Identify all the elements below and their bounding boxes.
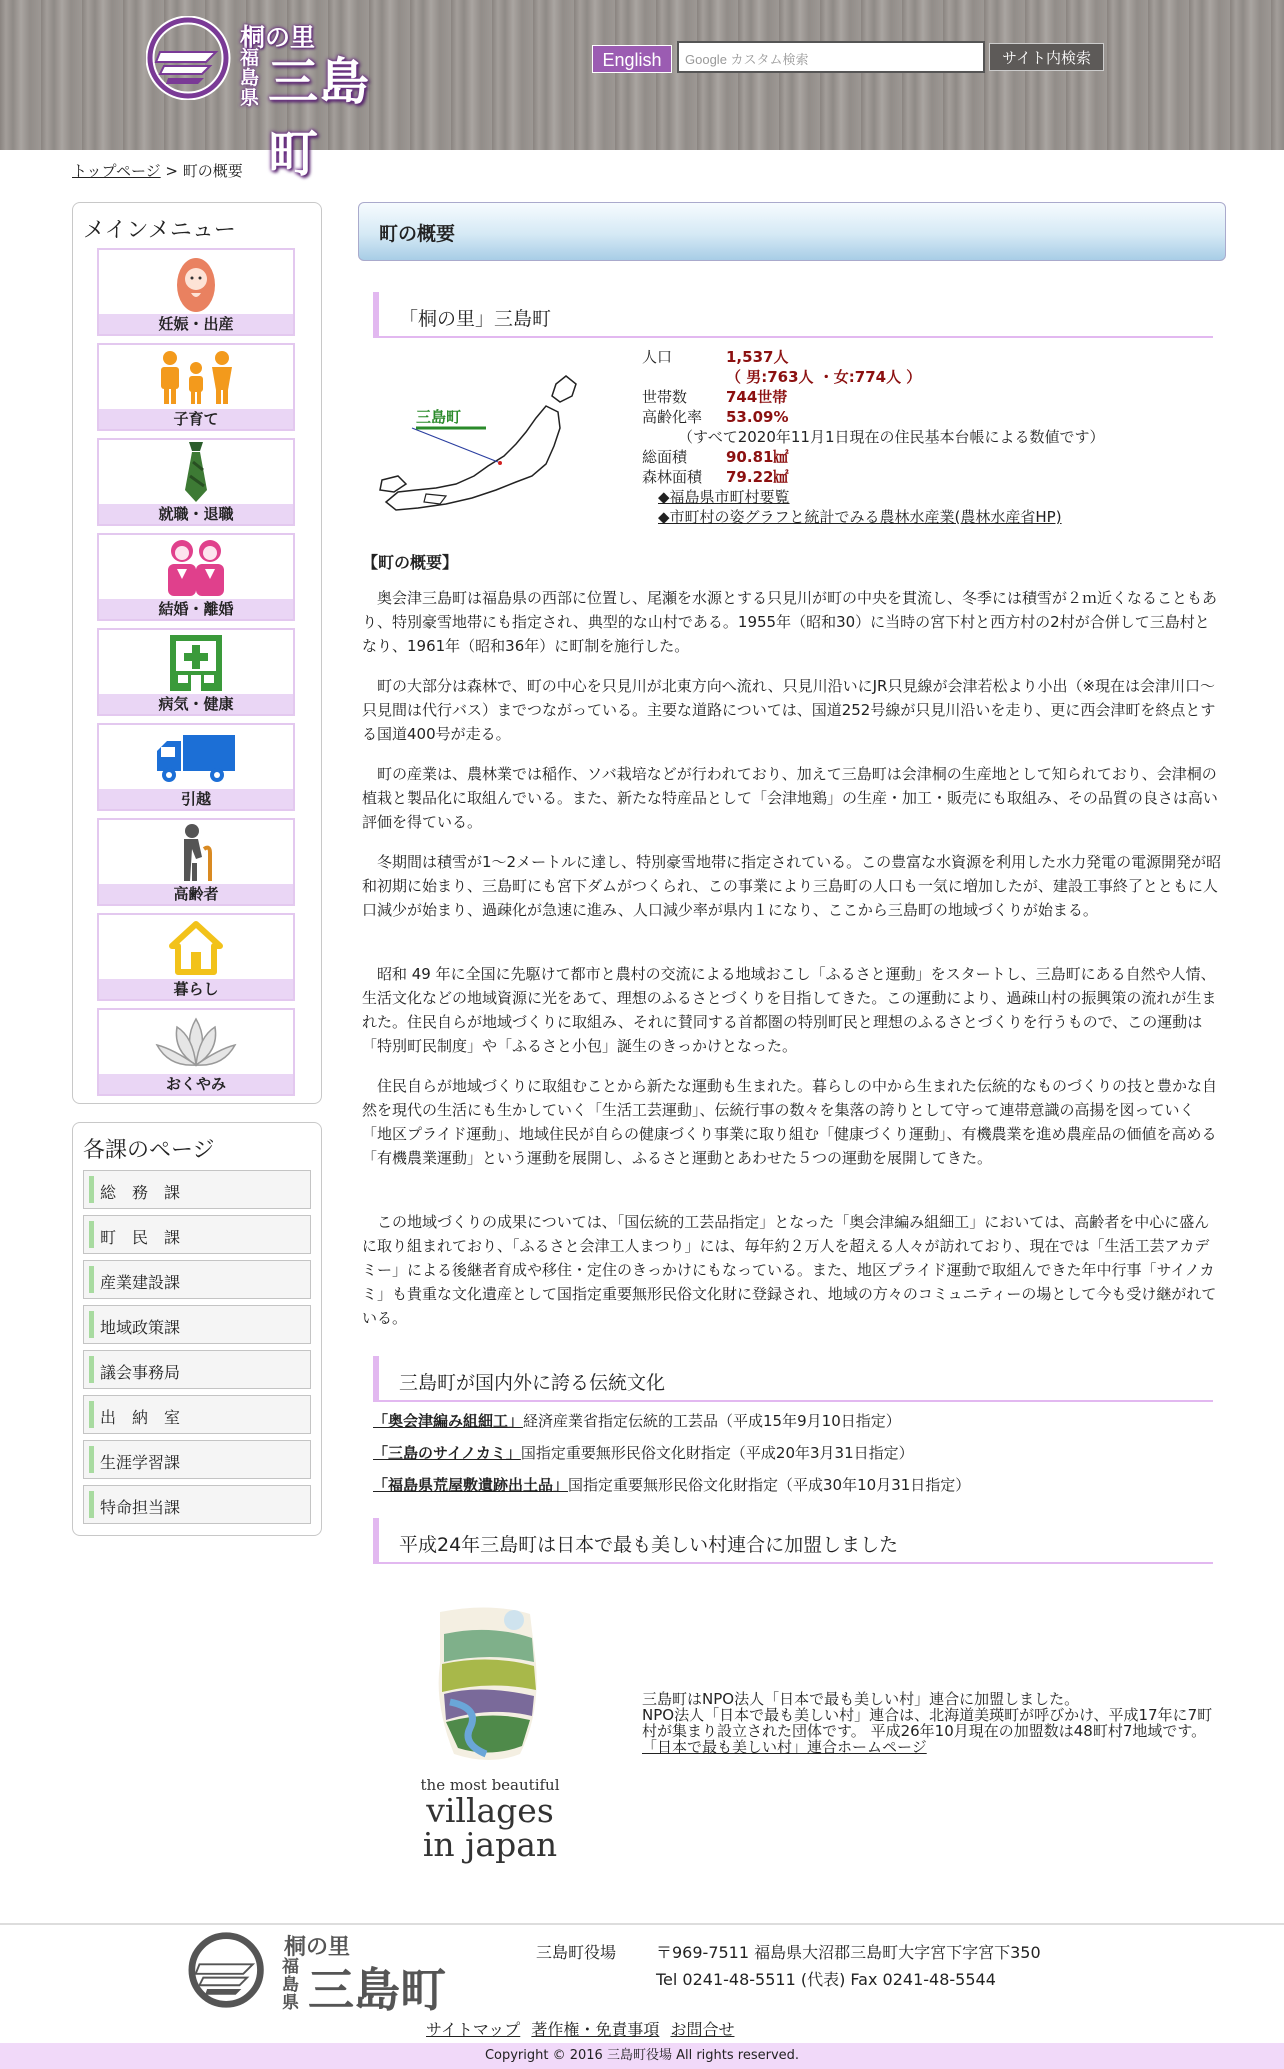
- section-title: 平成24年三島町は日本で最も美しい村連合に加盟しました: [399, 1534, 899, 1556]
- footer-logo-town-name: 三島町: [308, 1963, 446, 2017]
- tradition-desc: 国指定重要無形民俗文化財指定（平成20年3月31日指定）: [520, 1444, 914, 1462]
- japan-map-image: [376, 372, 582, 514]
- villages-description: [642, 1691, 1222, 1755]
- menu-label: 就職・退職: [99, 504, 293, 524]
- population-label: 人口: [642, 348, 673, 366]
- tradition-link[interactable]: 「奥会津編み組細工」: [373, 1412, 524, 1430]
- section-title: 三島町が国内外に誇る伝統文化: [399, 1372, 666, 1394]
- dept-link[interactable]: [83, 1170, 311, 1209]
- map-town-label: 三島町: [416, 408, 462, 426]
- sitemap-link[interactable]: サイトマップ: [426, 2020, 521, 2039]
- menu-item-marriage[interactable]: [97, 533, 295, 621]
- footer-links: [426, 2017, 740, 2040]
- page-title: 町の概要: [379, 223, 456, 245]
- menu-label: 結婚・離婚: [99, 599, 293, 619]
- family-icon: [99, 345, 293, 411]
- menu-label: 引越: [99, 789, 293, 809]
- population-breakdown: （ 男:763人 ・女:774人 ）: [726, 368, 922, 386]
- dept-label: 地域政策課: [100, 1318, 181, 1337]
- main-menu-title: メインメニュー: [83, 218, 236, 243]
- dept-link[interactable]: [83, 1440, 311, 1479]
- dept-label: 出 納 室: [100, 1408, 181, 1427]
- copyright-bar: [0, 2043, 1284, 2069]
- copyright-text: Copyright © 2016 三島町役場 All rights reserved.: [484, 2048, 800, 2063]
- area-label: 総面積: [642, 448, 688, 466]
- dept-label: 議会事務局: [100, 1363, 181, 1382]
- villages-illustration-icon: [410, 1604, 570, 1766]
- footer-divider: [0, 1923, 1284, 1925]
- footer-logo[interactable]: [186, 1930, 456, 2017]
- section-heading-town: [373, 292, 1213, 338]
- statistics-note: （すべて2020年11月1日現在の住民基本台帳による数値です）: [678, 428, 1105, 446]
- aging-value: 53.09%: [726, 408, 789, 426]
- dept-label: 総 務 課: [100, 1183, 181, 1202]
- tradition-item: [373, 1410, 901, 1431]
- overview-paragraph: 町の大部分は森林で、町の中心を只見川が北東方向へ流れ、只見川沿いにJR只見線が会津若松より小出（※現在は会津川口～只見間は代行バス）までつながっている。主要な道路については、国道252号線が只見川沿いを走り、更に西会津町を終点とする国道400号が走る。: [362, 677, 1216, 743]
- aging-label: 高齢化率: [642, 408, 703, 426]
- dept-link[interactable]: [83, 1395, 311, 1434]
- overview-heading: 【町の概要】: [362, 553, 459, 572]
- forest-label: 森林面積: [642, 468, 703, 486]
- menu-item-pregnancy[interactable]: [97, 248, 295, 336]
- necktie-icon: [99, 440, 293, 506]
- logo-prefecture: 福島県: [240, 47, 260, 109]
- couple-icon: [99, 535, 293, 601]
- menu-item-living[interactable]: [97, 913, 295, 1001]
- overview-paragraph: 昭和 49 年に全国に先駆けて都市と農村の交流による地域おこし「ふるさと運動」をスタートし、三島町にある自然や人情、生活文化などの地域資源に光をあて、理想のふるさとづくりを目指してきた。この運動により、過疎山村の振興策の流れが生まれた。住民自らが地域づくりに取組み、それに賛同する首都圏の特別町民と理想のふるさとづくりを行うもので、この運動は「特別町民制度」や「ふるさと小包」誕生のきっかけとなった。: [362, 965, 1217, 1055]
- department-list-title: 各課のページ: [83, 1138, 215, 1163]
- prefecture-directory-link[interactable]: ◆福島県市町村要覧: [658, 488, 790, 506]
- footer-address: 〒969-7511 福島県大沼郡三島町大字宮下字宮下350: [656, 1943, 1041, 1962]
- breadcrumb-separator: >: [160, 162, 183, 180]
- villages-logo-line3: in japan: [422, 1825, 558, 1864]
- menu-label: おくやみ: [99, 1074, 293, 1094]
- dept-link[interactable]: [83, 1350, 311, 1389]
- section-heading-traditions: [373, 1356, 1213, 1402]
- tradition-item: [373, 1442, 914, 1463]
- hospital-icon: [99, 630, 293, 696]
- tradition-link[interactable]: 「福島県荒屋敷遺跡出土品」: [373, 1476, 569, 1494]
- logo-town-name: 三島町: [268, 53, 370, 183]
- maff-statistics-link[interactable]: ◆市町村の姿グラフと統計でみる農林水産業(農林水産省HP): [658, 508, 1062, 526]
- menu-label: 暮らし: [99, 979, 293, 999]
- dept-label: 特命担当課: [100, 1498, 181, 1517]
- footer-logo-tagline: 桐の里: [284, 1935, 351, 1960]
- dept-link[interactable]: [83, 1260, 311, 1299]
- households-label: 世帯数: [642, 388, 688, 406]
- house-icon: [99, 915, 293, 981]
- town-emblem-icon: [186, 1930, 272, 2010]
- villages-text-line: 三島町はNPO法人「日本で最も美しい村」連合に加盟しました。: [642, 1690, 1080, 1708]
- villages-homepage-link[interactable]: 「日本で最も美しい村」連合ホームページ: [642, 1738, 927, 1756]
- area-value: 90.81㎢: [726, 448, 789, 466]
- villages-logo-line2: villages: [426, 1791, 554, 1830]
- dept-link[interactable]: [83, 1485, 311, 1524]
- elderly-icon: [99, 820, 293, 886]
- villages-logo-line1: the most beautiful: [420, 1776, 560, 1794]
- search-input[interactable]: Google カスタム検索: [677, 41, 985, 73]
- menu-label: 妊娠・出産: [99, 314, 293, 334]
- menu-label: 高齢者: [99, 884, 293, 904]
- dept-label: 産業建設課: [100, 1273, 181, 1292]
- english-button[interactable]: English: [592, 45, 672, 73]
- menu-item-health[interactable]: [97, 628, 295, 716]
- main-menu: [72, 202, 322, 1104]
- tradition-link[interactable]: 「三島のサイノカミ」: [373, 1444, 521, 1462]
- dept-link[interactable]: [83, 1215, 311, 1254]
- menu-item-childcare[interactable]: [97, 343, 295, 431]
- menu-item-condolence[interactable]: [97, 1008, 295, 1096]
- site-search-button[interactable]: サイト内検索: [989, 43, 1104, 71]
- tradition-desc: 経済産業省指定伝統的工芸品（平成15年9月10日指定）: [523, 1412, 901, 1430]
- menu-label: 子育て: [99, 409, 293, 429]
- dept-label: 町 民 課: [100, 1228, 181, 1247]
- overview-paragraph: この地域づくりの成果については、「国伝統的工芸品指定」となった「奥会津編み組細工」においては、高齢者を中心に盛んに取り組まれており、「ふるさと会津工人まつり」には、毎年約２万人を超える人々が訪れており、現在では「生活工芸アカデミー」による後継者育成や移住・定住のきっかけにもなっている。また、地区プライド運動で取組んできた年中行事「サイノカミ」も貴重な文化遺産として国指定重要無形民俗文化財に登録され、地域の方々のコミュニティーの場として今も受け継がれている。: [362, 1213, 1217, 1327]
- menu-item-moving[interactable]: [97, 723, 295, 811]
- breadcrumb-current: 町の概要: [182, 162, 243, 180]
- beautiful-villages-logo: [410, 1604, 570, 1864]
- dept-link[interactable]: [83, 1305, 311, 1344]
- overview-paragraph: 奥会津三島町は福島県の西部に位置し、尾瀬を水源とする只見川が町の中央を貫流し、冬季には積雪が２ｍ近くなることもあり、特別豪雪地帯にも指定され、典型的な山村である。1955年（昭和30）に当時の宮下村と西方村の2村が合併して三島村となり、1961年（昭和36年）に町制を施行した。: [362, 589, 1218, 655]
- section-title: 「桐の里」三島町: [399, 308, 552, 330]
- breadcrumb-home-link[interactable]: トップページ: [72, 162, 161, 180]
- overview-paragraph: 町の産業は、農林業では稲作、ソバ栽培などが行われており、加えて三島町は会津桐の生産地として知られており、会津桐の植栽と製品化に取組んでいる。また、新たな特産品として「会津地鶏」の生産・加工・販売にも取組み、その品質の良さは高い評価を得ている。: [362, 765, 1218, 831]
- page-title-bar: [358, 202, 1226, 261]
- tradition-desc: 国指定重要無形民俗文化財指定（平成30年10月31日指定）: [568, 1476, 971, 1494]
- menu-item-employment[interactable]: [97, 438, 295, 526]
- copyright-disclaimer-link[interactable]: 著作権・免責事項: [531, 2020, 660, 2039]
- footer-office-name: 三島町役場: [536, 1943, 617, 1962]
- footer-phone: Tel 0241-48-5511 (代表) Fax 0241-48-5544: [656, 1970, 996, 1989]
- footer-logo-prefecture: 福島県: [282, 1957, 299, 2013]
- baby-icon: [99, 250, 293, 316]
- department-list: [72, 1122, 322, 1536]
- contact-link[interactable]: お問合せ: [670, 2020, 735, 2039]
- truck-icon: [99, 725, 293, 791]
- menu-item-elderly[interactable]: [97, 818, 295, 906]
- lotus-icon: [99, 1010, 293, 1076]
- villages-text-line: NPO法人「日本で最も美しい村」連合は、北海道美瑛町が呼びかけ、平成17年に7町村が集まり設立された団体です。 平成26年10月現在の加盟数は48町村7地域です。: [642, 1706, 1213, 1740]
- forest-value: 79.22㎢: [726, 468, 789, 486]
- dept-label: 生涯学習課: [100, 1453, 181, 1472]
- menu-label: 病気・健康: [99, 694, 293, 714]
- households-value: 744世帯: [726, 388, 788, 406]
- overview-paragraph: 住民自らが地域づくりに取組むことから新たな運動も生まれた。暮らしの中から生まれた伝統的なものづくりの技と豊かな自然を現代の生活にも生かしていく「生活工芸運動」、伝統行事の数々を集落の誇りとして守って連帯意識の高揚を図っていく「地区プライド運動」、地域住民が自らの健康づくり事業に取り組む「健康づくり運動」、有機農業を進め農産品の価値を高める「有機農業運動」という運動を展開し、ふるさと運動とあわせた５つの運動を展開してきた。: [362, 1077, 1218, 1167]
- tradition-item: [373, 1474, 970, 1495]
- breadcrumb: [72, 160, 243, 181]
- town-statistics: [642, 347, 1105, 527]
- town-emblem-icon: [146, 16, 236, 100]
- logo-tagline: 桐の里: [240, 23, 316, 52]
- population-value: 1,537人: [726, 348, 789, 366]
- overview-paragraph: 冬期間は積雪が1～2メートルに達し、特別豪雪地帯に指定されている。この豊富な水資源を利用した水力発電の電源開発が昭和初期に始まり、三島町にも宮下ダムがつくられ、この事業により三島町の人口も一気に増加したが、建設工事終了とともに人口減少が始まり、過疎化が急速に進み、人口減少率が県内１になり、ここから三島町の地域づくりが始まる。: [362, 853, 1222, 919]
- section-heading-villages: [373, 1518, 1213, 1564]
